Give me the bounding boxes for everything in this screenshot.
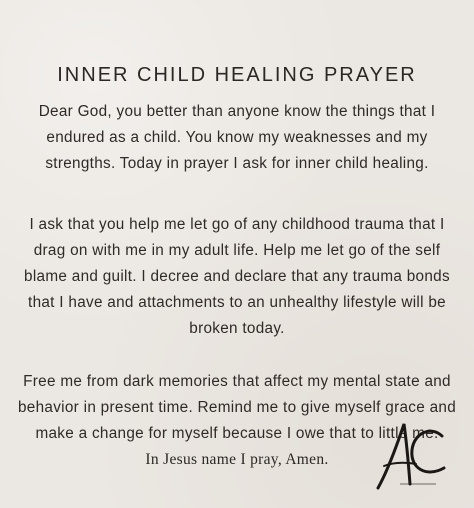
paragraph-opening: Dear God, you better than anyone know the things that I endured as a child. You know my weaknesses and my strengths. Today in prayer I ask for inner child healing. (38, 103, 436, 172)
document-title: INNER CHILD HEALING PRAYER (57, 64, 417, 86)
paragraph-request: I ask that you help me let go of any childhood trauma that I drag on with me in my adult life. Help me let go of the self blame and guilt. I decree and declare that any trauma bonds that I have and attachments to an unhealthy lifestyle will be broken today. (24, 216, 450, 337)
paragraph-freedom: Free me from dark memories that affect my mental state and behavior in present time. Remind me to give myself grace and make a change for myself because I owe that to little me. (18, 373, 457, 442)
closing-line: In Jesus name I pray, Amen. (145, 451, 329, 468)
monogram-signature-logo (370, 418, 450, 494)
